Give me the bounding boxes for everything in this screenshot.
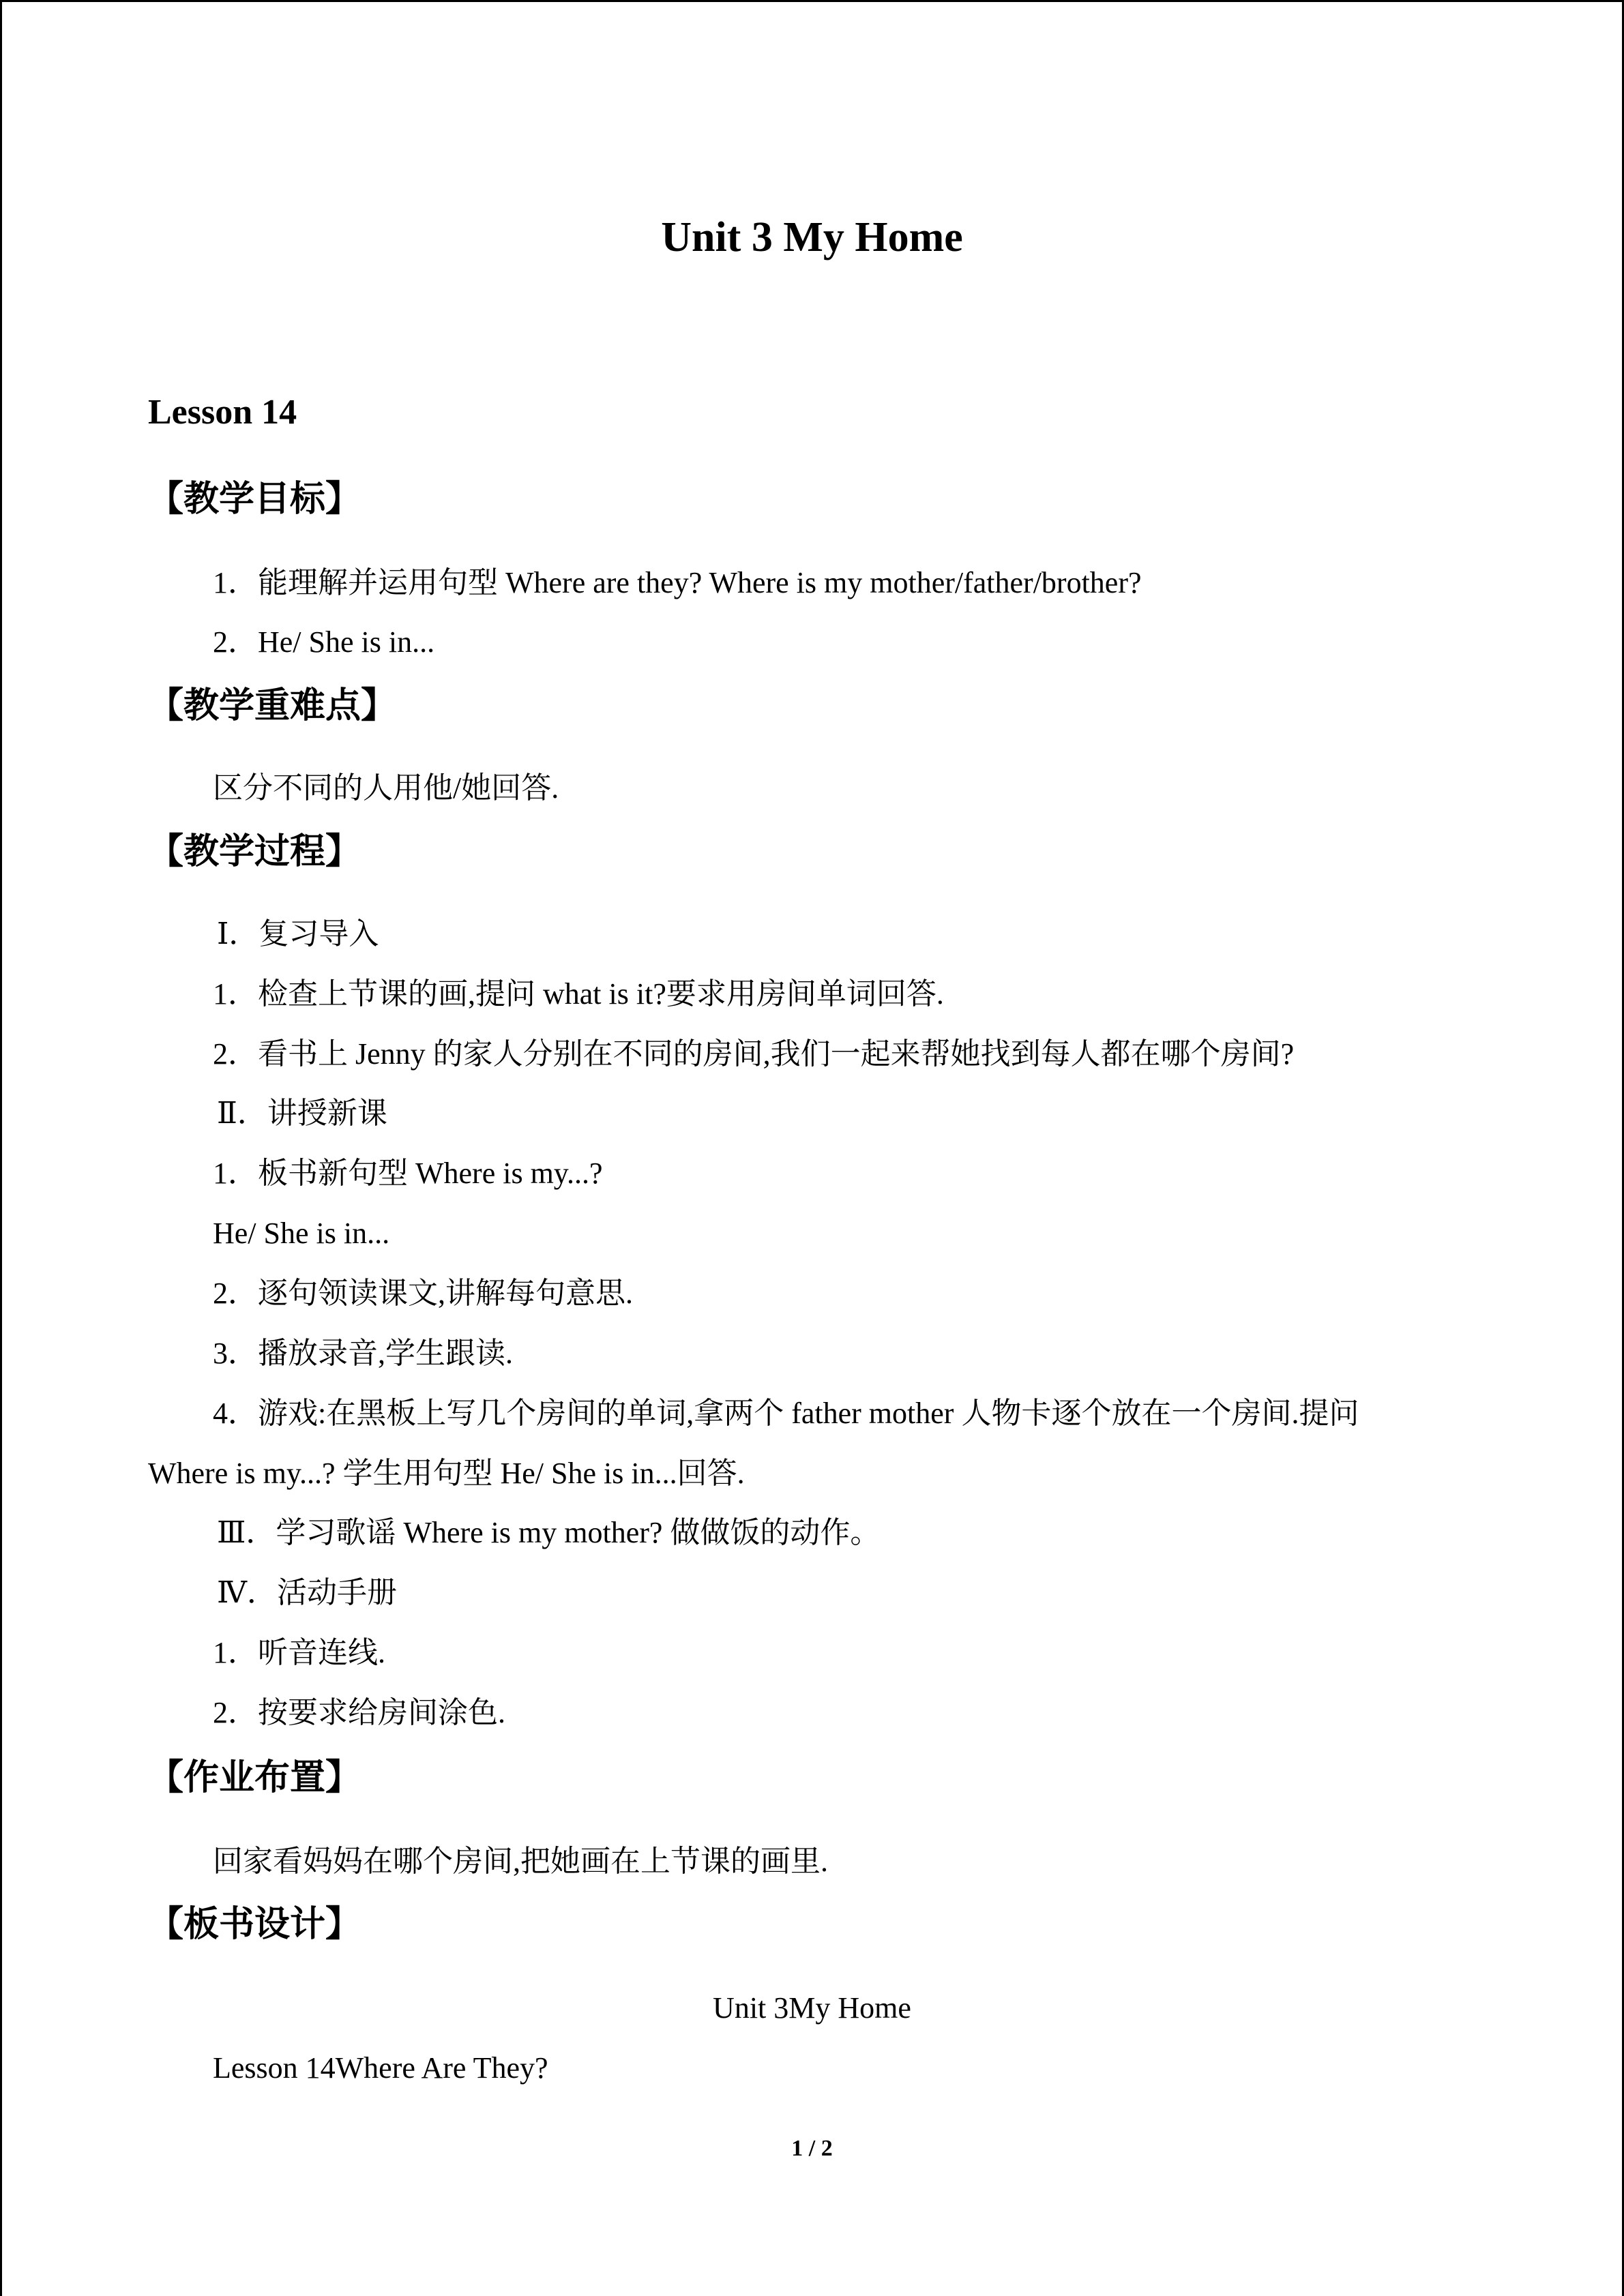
process-line: 4．游戏:在黑板上写几个房间的单词,拿两个 father mother 人物卡逐个放在一个房间.提问 <box>213 1397 1359 1430</box>
process-line: 2．看书上 Jenny 的家人分别在不同的房间,我们一起来帮她找到每人都在哪个房间? <box>213 1037 1295 1071</box>
process-line: 2．逐句领读课文,讲解每句意思. <box>213 1277 633 1310</box>
process-line: Where is my...? 学生用句型 He/ She is in...回答. <box>148 1457 745 1490</box>
objective-item: 1．能理解并运用句型 Where are they? Where is my mother/father/brother? <box>213 566 1142 599</box>
document-title: Unit 3 My Home <box>661 214 963 260</box>
key-points-text: 区分不同的人用他/她回答. <box>213 771 559 805</box>
process-line: 1．板书新句型 Where is my...? <box>213 1157 603 1190</box>
process-line: 1．听音连线. <box>213 1636 385 1669</box>
process-line: He/ She is in... <box>213 1217 390 1250</box>
heading-board-design: 【板书设计】 <box>148 1904 361 1945</box>
process-line: Ⅲ．学习歌谣 Where is my mother? 做做饭的动作。 <box>217 1516 881 1549</box>
heading-objectives: 【教学目标】 <box>148 479 361 520</box>
board-line: Lesson 14Where Are They? <box>213 2051 548 2085</box>
heading-process: 【教学过程】 <box>148 831 361 872</box>
page-number: 1 / 2 <box>791 2136 833 2161</box>
process-line: 1．检查上节课的画,提问 what is it?要求用房间单词回答. <box>213 977 944 1011</box>
homework-text: 回家看妈妈在哪个房间,把她画在上节课的画里. <box>213 1845 828 1878</box>
process-line: 2．按要求给房间涂色. <box>213 1696 505 1729</box>
process-line: Ⅱ．讲授新课 <box>217 1097 387 1130</box>
heading-key-points: 【教学重难点】 <box>148 685 397 726</box>
process-line: Ⅳ．活动手册 <box>217 1576 397 1609</box>
process-line: Ⅰ．复习导入 <box>217 917 379 951</box>
board-title: Unit 3My Home <box>713 1991 911 2025</box>
heading-homework: 【作业布置】 <box>148 1757 361 1798</box>
objective-item: 2．He/ She is in... <box>213 625 435 659</box>
lesson-label: Lesson 14 <box>148 393 297 432</box>
process-line: 3．播放录音,学生跟读. <box>213 1337 513 1370</box>
